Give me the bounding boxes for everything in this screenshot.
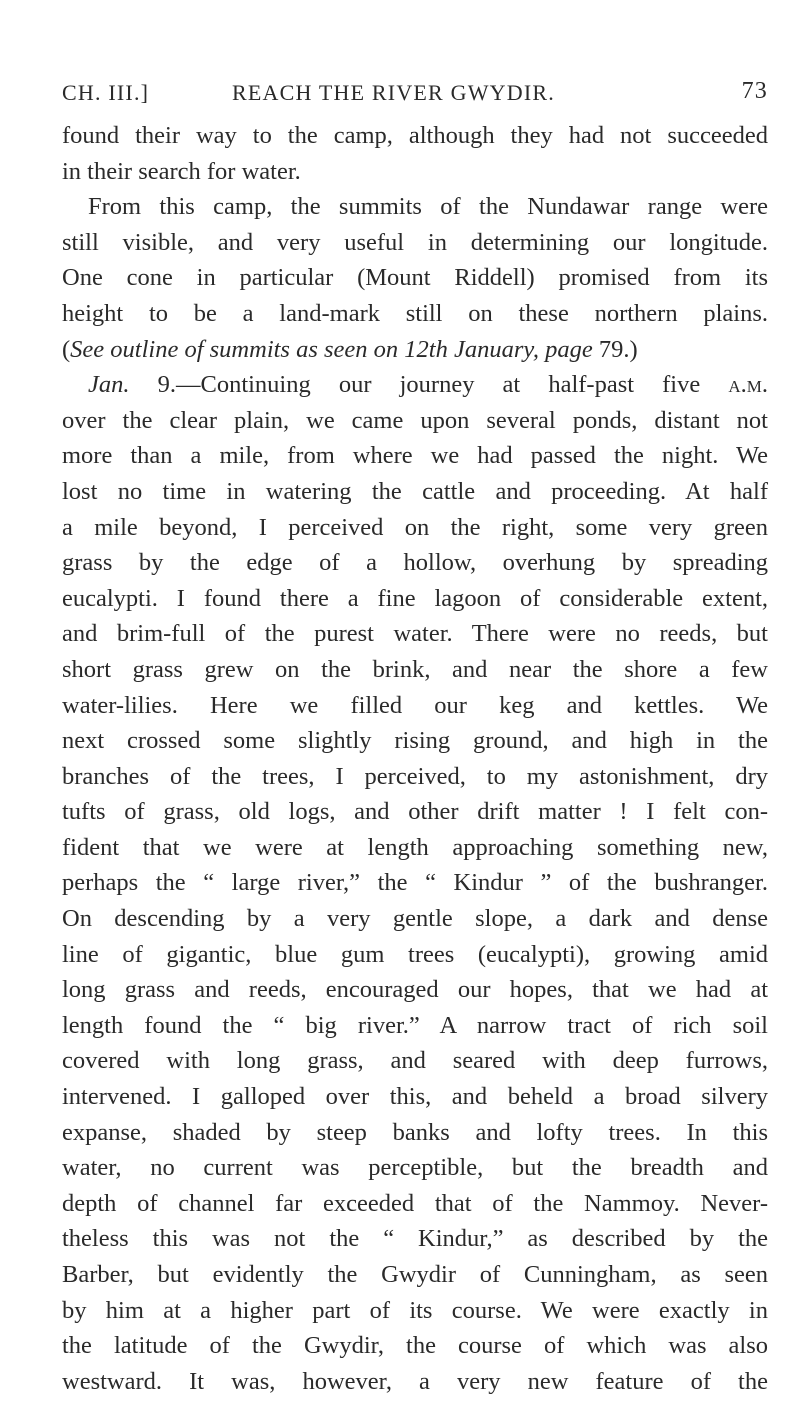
running-head xyxy=(62,70,768,110)
time-suffix: a.m. xyxy=(728,371,768,399)
text-line: height to be a land-mark still on these northern plains. xyxy=(62,299,768,327)
text-line: long grass and reeds, encouraged our hopes, that we had at xyxy=(62,976,768,1004)
text-line: One cone in particular (Mount Riddell) promised from its xyxy=(62,264,768,292)
text-line: expanse, shaded by steep banks and lofty trees. In this xyxy=(62,1118,768,1146)
text-line: branches of the trees, I perceived, to my astonishment, dry xyxy=(62,762,768,790)
text-line: lost no time in watering the cattle and proceeding. At half xyxy=(62,477,768,505)
text-line: found their way to the camp, although they had not succeeded xyxy=(62,122,768,149)
text-line: fident that we were at length approaching something new, xyxy=(62,833,768,861)
date-heading: Jan. xyxy=(88,371,130,399)
text-line: over the clear plain, we came upon several ponds, distant not xyxy=(62,406,768,434)
text-line: theless this was not the “ Kindur,” as described by the xyxy=(62,1225,768,1253)
text-line: westward. It was, however, a very new feature of the xyxy=(62,1367,768,1395)
text-line: line of gigantic, blue gum trees (eucalypti), growing amid xyxy=(62,940,768,968)
text-line: still visible, and very useful in determining our longitude. xyxy=(62,228,768,256)
text-line: in their search for water. xyxy=(62,157,301,185)
chapter-label: CH. III.] xyxy=(62,80,150,105)
book-page xyxy=(62,70,768,1399)
text-line: perhaps the “ large river,” the “ Kindur ” of the bushranger. xyxy=(62,869,768,897)
body-text xyxy=(62,118,768,1399)
paren-open: ( xyxy=(62,335,71,363)
running-title: REACH THE RIVER GWYDIR. xyxy=(232,80,555,105)
text-line: On descending by a very gentle slope, a dark and dense xyxy=(62,905,768,933)
text-line: by him at a higher part of its course. We were exactly in xyxy=(62,1296,768,1324)
text-line-date xyxy=(62,367,768,403)
text-line-italic xyxy=(62,332,768,368)
italic-reference: See outline of summits as seen on 12th January, page xyxy=(70,335,593,363)
date-text: 9.—Continuing our journey at half-past five xyxy=(129,371,729,399)
text-line: a mile beyond, I perceived on the right, some very green xyxy=(62,513,768,541)
text-line: From this camp, the summits of the Nundawar range were xyxy=(88,193,768,221)
text-line: grass by the edge of a hollow, overhung by spreading xyxy=(62,549,768,577)
text-line: depth of channel far exceeded that of the Nammoy. Never- xyxy=(62,1189,768,1217)
text-line: eucalypti. I found there a fine lagoon of considerable extent, xyxy=(62,584,768,612)
text-line: intervened. I galloped over this, and beheld a broad silvery xyxy=(62,1083,768,1111)
text-line: and brim-full of the purest water. There were no reeds, but xyxy=(62,620,768,648)
text-line: Barber, but evidently the Gwydir of Cunningham, as seen xyxy=(62,1261,768,1288)
text-line: water-lilies. Here we filled our keg and kettles. We xyxy=(62,691,768,719)
text-line: water, no current was perceptible, but the breadth and xyxy=(62,1154,768,1182)
text-line: short grass grew on the brink, and near the shore a few xyxy=(62,655,768,683)
reference-tail: 79.) xyxy=(592,335,638,363)
page-number: 73 xyxy=(741,78,768,104)
text-line: more than a mile, from where we had passed the night. We xyxy=(62,442,768,470)
text-line: covered with long grass, and seared with deep furrows, xyxy=(62,1047,768,1075)
text-line: next crossed some slightly rising ground, and high in the xyxy=(62,727,768,755)
text-line: length found the “ big river.” A narrow tract of rich soil xyxy=(62,1011,768,1039)
text-line: tufts of grass, old logs, and other drift matter ! I felt con- xyxy=(62,798,768,826)
text-line: the latitude of the Gwydir, the course of which was also xyxy=(62,1332,768,1360)
